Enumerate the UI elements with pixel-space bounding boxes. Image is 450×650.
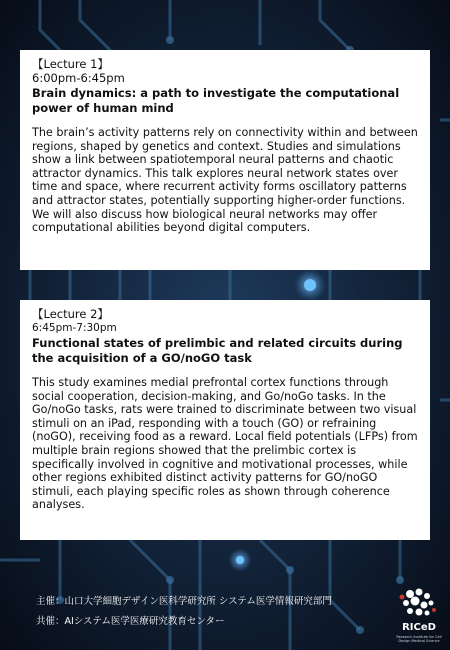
organizer-text: 主催：山口大学細胞デザイン医科学研究所 システム医学情報研究部門 bbox=[36, 596, 332, 607]
lecture-1-abstract: The brain’s activity patterns rely on connectivity within and between regions, shaped by genetics and context. Studies and simulations show a link between spatiotemporal neural patterns and chaotic attractor dynamics. This talk explores neural network states over time and space, where recurrent activity forms oscillatory patterns and attractor states, potentially supporting higher-order functions. We will also discuss how biological neural networks may offer computational abilities beyond digital computers. bbox=[32, 126, 418, 235]
lecture-1-card bbox=[20, 50, 430, 270]
lecture-1-time: 6:00pm-6:45pm bbox=[32, 71, 125, 85]
lecture-2-card bbox=[20, 300, 430, 540]
lecture-2-title: Functional states of prelimbic and related circuits during the acquisition of a GO/noGO task bbox=[32, 336, 403, 365]
lecture-1-label: 【Lecture 1】 bbox=[32, 57, 109, 71]
riced-logo-name: RICeD bbox=[402, 622, 436, 633]
riced-logo-icon bbox=[394, 586, 444, 622]
riced-logo-subtitle: Research Institute for Cell Design Medical Science bbox=[396, 635, 442, 643]
cosponsor-text: 共催：AIシステム医学医療研究教育センター bbox=[36, 616, 225, 627]
lecture-2-abstract: This study examines medial prefrontal cortex functions through social cooperation, decision-making, and Go/noGo tasks. In the Go/noGo tasks, rats were trained to discriminate between two visual stimuli on an iPad, responding with a touch (GO) or refraining (noGO), receiving food as a reward. Local field potentials (LFPs) from multiple brain regions showed that the prelimbic cortex is specifically involved in cognitive and motivational processes, while other regions exhibited distinct activity patterns for GO/noGO stimuli, each playing specific roles as shown through coherence analyses. bbox=[32, 376, 418, 512]
lecture-2-time: 6:45pm-7:30pm bbox=[32, 322, 117, 334]
lecture-1-title: Brain dynamics: a path to investigate the computational power of human mind bbox=[32, 86, 400, 115]
riced-logo bbox=[394, 586, 444, 644]
lecture-2-label: 【Lecture 2】 bbox=[32, 307, 109, 321]
